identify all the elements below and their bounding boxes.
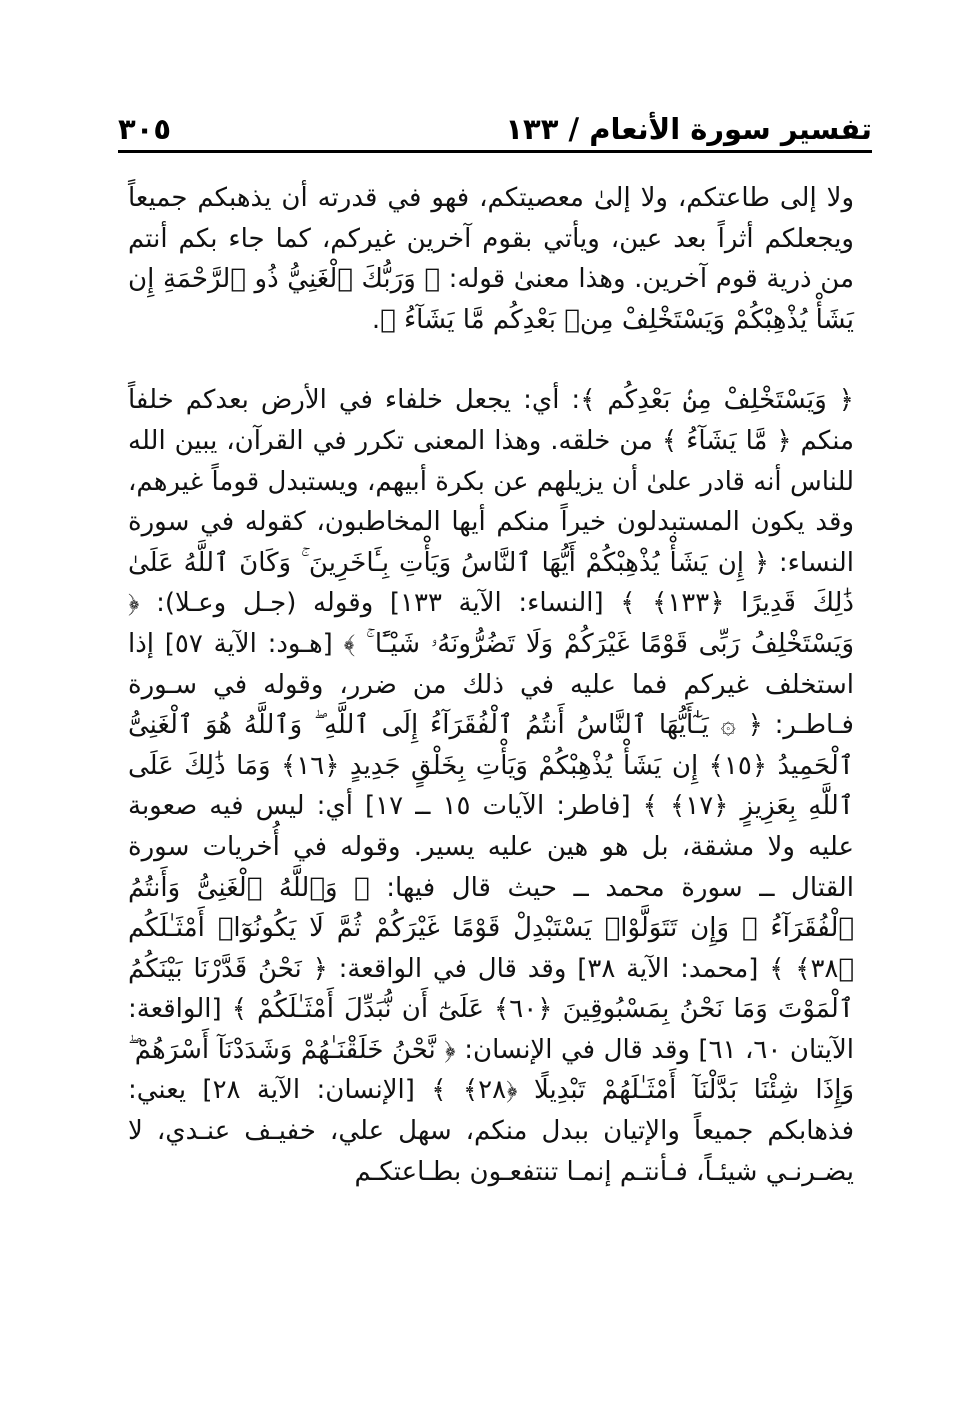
running-title: تفسير سورة الأنعام / ١٣٣ — [505, 112, 872, 146]
paragraph: ﴿ وَيَسْتَخْلِفْ مِنۢ بَعْدِكُم ﴾: أي: يجعل خلفاء في الأرض بعدكم خلفاً منكم ﴿ مَّا يَشَآءُ ﴾ من خلقه. وهذا المعنى تكرر في القرآن، يبين الله للناس أنه قادر علىٰ أن يزيلهم عن بكرة أبيهم، ويستبدل قوماً غيرهم، وقد يكون المستبدلون خيراً منكم أيها المخاطبون، كقوله في سورة النساء: ﴿ إِن يَشَأْ يُذْهِبْكُمْ أَيُّهَا ٱلنَّاسُ وَيَأْتِ بِـَٔاخَرِينَ ۚ وَكَانَ ٱللَّهُ عَلَىٰ ذَٰلِكَ قَدِيرًا ﴿١٣٣﴾ ﴾ [النساء: الآية ١٣٣] وقوله (جـل وعـلا): ﴿ وَيَسْتَخْلِفُ رَبِّى قَوْمًا غَيْرَكُمْ وَلَا تَضُرُّونَهُۥ شَيْـًٔا ۚ ﴾ [هـود: الآية ٥٧] إذا استخلف غيركم فما عليه في ذلك من ضرر، وقوله في سـورة فـاطـر: ﴿ ۞ يَـٰٓأَيُّهَا ٱلنَّاسُ أَنتُمُ ٱلْفُقَرَآءُ إِلَى ٱللَّهِ ۖ وَٱللَّهُ هُوَ ٱلْغَنِىُّ ٱلْحَمِيدُ ﴿١٥﴾ إِن يَشَأْ يُذْهِبْكُمْ وَيَأْتِ بِخَلْقٍ جَدِيدٍ ﴿١٦﴾ وَمَا ذَٰلِكَ عَلَى ٱللَّهِ بِعَزِيزٍ ﴿١٧﴾ ﴾ [فاطر: الآيات ١٥ ــ ١٧] أي: ليس فيه صعوبة عليه ولا مشقة، بل هو هين عليه يسير. وقوله في أُخريات سورة القتال ــ سورة محمد ــ حيث قال فيها: ﴿ وَٱللَّهُ ٱلْغَنِىُّ وَأَنتُمُ ٱلْفُقَرَآءُ ۚ وَإِن تَتَوَلَّوْا۟ يَسْتَبْدِلْ قَوْمًا غَيْرَكُمْ ثُمَّ لَا يَكُونُوٓا۟ أَمْثَـٰلَكُم ﴿٣٨﴾ ﴾ [محمد: الآية ٣٨] وقد قال في الواقعة: ﴿ نَحْنُ قَدَّرْنَا بَيْنَكُمُ ٱلْمَوْتَ وَمَا نَحْنُ بِمَسْبُوقِينَ ﴿٦٠﴾ عَلَىٰٓ أَن نُّبَدِّلَ أَمْثَـٰلَكُمْ ﴾ [الواقعة: الآيتان ٦٠، ٦١] وقد قال في الإنسان: ﴿ نَّحْنُ خَلَقْنَـٰهُمْ وَشَدَدْنَآ أَسْرَهُمْ ۖ وَإِذَا شِئْنَا بَدَّلْنَآ أَمْثَـٰلَهُمْ تَبْدِيلًا ﴿٢٨﴾ ﴾ [الإنسان: الآية ٢٨] يعني: فذهابكم جميعاً والإتيان ببدل منكم، سهل علي، خفيـف عنـدي، لا يضـرنـي شيئـاً، فـأنتـم إنمـا تنتفعـون بطـاعتكـم — [128, 385, 855, 1187]
body-text — [128, 178, 854, 1192]
page-header — [118, 100, 872, 146]
header-rule — [118, 150, 872, 153]
page-number: ٣٠٥ — [118, 112, 172, 146]
paragraph: ولا إلى طاعتكم، ولا إلىٰ معصيتكم، فهو في قدرته أن يذهبكم جميعاً ويجعلكم أثراً بعد عين، ويأتي بقوم آخرين غيركم، كما جاء بكم أنتم من ذرية قوم آخرين. وهذا معنىٰ قوله: ﴿ وَرَبُّكَ ٱلْغَنِيُّ ذُو ٱلرَّحْمَةِ إِن يَشَأْ يُذْهِبْكُمْ وَيَسْتَخْلِفْ مِنۢ بَعْدِكُم مَّا يَشَآءُ ﴾. — [128, 183, 854, 335]
